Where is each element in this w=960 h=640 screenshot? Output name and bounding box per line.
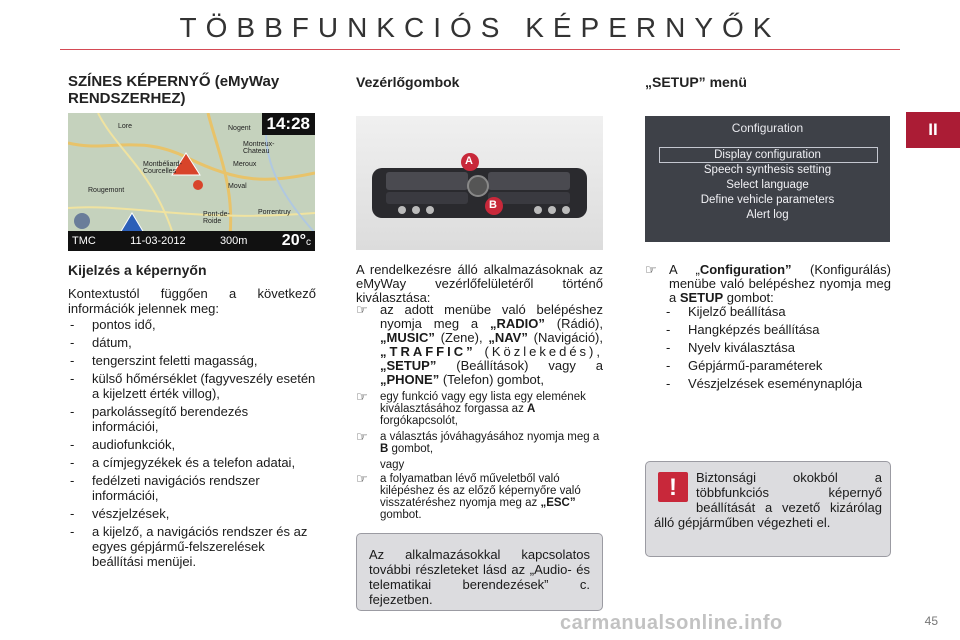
hand-pointer-icon: ☞ xyxy=(645,262,657,277)
hand-pointer-icon: ☞ xyxy=(356,389,368,404)
radio-key: „RADIO” xyxy=(490,316,545,331)
temperature-unit: c xyxy=(306,237,311,248)
nav-key: „NAV” xyxy=(488,330,528,345)
bullet-text: a választás jóváhagyásához nyomja meg a xyxy=(380,431,600,443)
bullet-text: A „ xyxy=(669,262,700,277)
list-item: - dátum, xyxy=(68,335,318,350)
list-item: - fedélzeti navigációs rendszer információi, xyxy=(68,473,318,503)
button-key-b: B xyxy=(380,443,389,455)
list-item: - audiofunkciók, xyxy=(68,437,318,452)
town-label: Porrentruy xyxy=(258,209,291,216)
esc-key: „ESC” xyxy=(540,497,576,509)
setup-menu-item: Alert log xyxy=(746,209,789,221)
setup-menu-item: Select language xyxy=(726,179,809,191)
navigation-screen-image xyxy=(68,113,315,251)
watermark: carmanualsonline.info xyxy=(560,612,783,634)
control-panel-icon xyxy=(356,116,603,250)
bullet-text: gombot, xyxy=(388,443,434,455)
temperature-readout xyxy=(282,232,311,250)
display-info-list xyxy=(68,317,318,572)
setup-screen-title: Configuration xyxy=(731,121,804,135)
traffic-key: „TRAFFIC” xyxy=(380,344,476,359)
bullet-text: (Zene), xyxy=(434,330,489,345)
bullet-text: (Konfigurálás) menübe való belépéshez nyomja meg a xyxy=(669,262,891,305)
setup-bullet xyxy=(645,263,891,305)
clock-readout: 14:28 xyxy=(262,113,315,135)
town-label: Montreux-Chateau xyxy=(243,141,275,155)
callout-b: B xyxy=(489,199,497,211)
setup-menu-item: Define vehicle parameters xyxy=(700,194,835,206)
setup-menu-item: Display configuration xyxy=(714,149,821,161)
town-label: Montbéliard-Courcelles xyxy=(143,161,182,175)
bullet-text: az adott menübe való belépéshez nyomja meg a xyxy=(380,302,603,331)
list-item: - tengerszint feletti magasság, xyxy=(68,353,318,368)
bullet-text: (Navigáció), xyxy=(527,330,604,345)
hand-pointer-icon: ☞ xyxy=(356,429,368,444)
list-item: - Hangképzés beállítása xyxy=(664,322,892,337)
music-key: „MUSIC” xyxy=(380,330,435,345)
info-box-text: Az alkalmazásokkal kapcsolatos további részleteket lásd az „Audio- és telematikai berendezések” c. fejezetben. xyxy=(369,547,590,607)
controls-bullet-menus xyxy=(356,303,603,387)
list-item: - Kijelző beállítása xyxy=(664,304,892,319)
bullet-text: egy funkció vagy egy lista egy elemének kiválasztásához forgassa az xyxy=(380,391,586,415)
or-text: vagy xyxy=(380,459,405,471)
bullet-text: forgókapcsolót, xyxy=(380,415,458,427)
setup-options-list xyxy=(664,304,892,394)
list-item: - Vészjelzések eseménynaplója xyxy=(664,376,892,391)
list-item: - vészjelzések, xyxy=(68,506,318,521)
bullet-text: a folyamatban lévő műveletből való kilépéshez és az előző képernyőre való visszatéréshez nyomja meg az xyxy=(380,473,581,509)
setup-screen-image xyxy=(645,116,890,242)
warning-icon: ! xyxy=(658,472,688,502)
list-item: - Gépjármű-paraméterek xyxy=(664,358,892,373)
setup-menu-item: Speech synthesis setting xyxy=(703,164,832,176)
hand-pointer-icon: ☞ xyxy=(356,302,368,317)
info-box-apps xyxy=(356,533,603,611)
controls-bullet-esc xyxy=(356,473,603,521)
list-item: - külső hőmérséklet (fagyveszély esetén a kijelzett érték villog), xyxy=(68,371,318,401)
section-heading-controls: Vezérlőgombok xyxy=(356,74,460,90)
town-label: Lore xyxy=(118,123,133,130)
town-label: Pont-de-Roide xyxy=(203,211,230,225)
list-item: - a kijelző, a navigációs rendszer és az egyes gépjármű-felszerelések beállítási menüjei. xyxy=(68,524,318,569)
hand-pointer-icon: ☞ xyxy=(356,471,368,486)
section-heading-setup: „SETUP” menü xyxy=(645,74,747,90)
callout-a: A xyxy=(465,155,473,167)
control-panel-image xyxy=(356,116,603,250)
controls-bullet-rotate xyxy=(356,391,603,427)
list-item: - Nyelv kiválasztása xyxy=(664,340,892,355)
configuration-key: Configuration” xyxy=(699,262,792,277)
title-divider xyxy=(60,49,900,50)
knob-key-a: A xyxy=(527,403,536,415)
page-number: 45 xyxy=(924,614,938,628)
setup-key: SETUP xyxy=(679,290,724,305)
temperature-value: 20° xyxy=(281,232,306,249)
subheading-display: Kijelzés a képernyőn xyxy=(68,262,207,278)
town-label: Rougemont xyxy=(88,187,125,194)
page-title: TÖBBFUNKCIÓS KÉPERNYŐK xyxy=(179,12,781,43)
phone-key: „PHONE” xyxy=(380,372,440,387)
bullet-text: (Telefon) gombot, xyxy=(439,372,545,387)
bullet-text: gombot. xyxy=(380,509,422,521)
tmc-label: TMC xyxy=(72,235,96,247)
section-heading-color-screen: SZÍNES KÉPERNYŐ (eMyWay RENDSZERHEZ) xyxy=(68,73,280,107)
status-bar xyxy=(68,231,315,251)
warning-box xyxy=(645,461,891,557)
bullet-text: gombot: xyxy=(723,290,774,305)
list-item: - parkolássegítő berendezés információi, xyxy=(68,404,318,434)
setup-key: „SETUP” xyxy=(380,358,437,373)
distance-readout: 300m xyxy=(219,235,248,247)
date-readout: 11-03-2012 xyxy=(130,235,186,247)
bullet-text: (Közlekedés), xyxy=(475,344,603,359)
town-label: Meroux xyxy=(233,161,257,168)
controls-intro: A rendelkezésre álló alkalmazásoknak az eMyWay vezérlőfelületéről történő kiválasztása: xyxy=(356,262,603,305)
town-label: Moval xyxy=(228,183,247,190)
bullet-text: (Rádió), xyxy=(544,316,603,331)
intro-text: Kontextustól függően a következő információk jelennek meg: xyxy=(68,286,316,316)
controls-bullet-confirm xyxy=(356,431,603,455)
bullet-text: (Beállítások) vagy a xyxy=(436,358,603,373)
town-label: Nogent xyxy=(228,125,251,132)
warning-text: Biztonsági okokból a többfunkciós képernyő beállítását a vezető kizárólag álló gépjárműben végezheti el. xyxy=(654,470,882,530)
list-item: - a címjegyzékek és a telefon adatai, xyxy=(68,455,318,470)
list-item: - pontos idő, xyxy=(68,317,318,332)
chapter-tab: II xyxy=(906,112,960,148)
